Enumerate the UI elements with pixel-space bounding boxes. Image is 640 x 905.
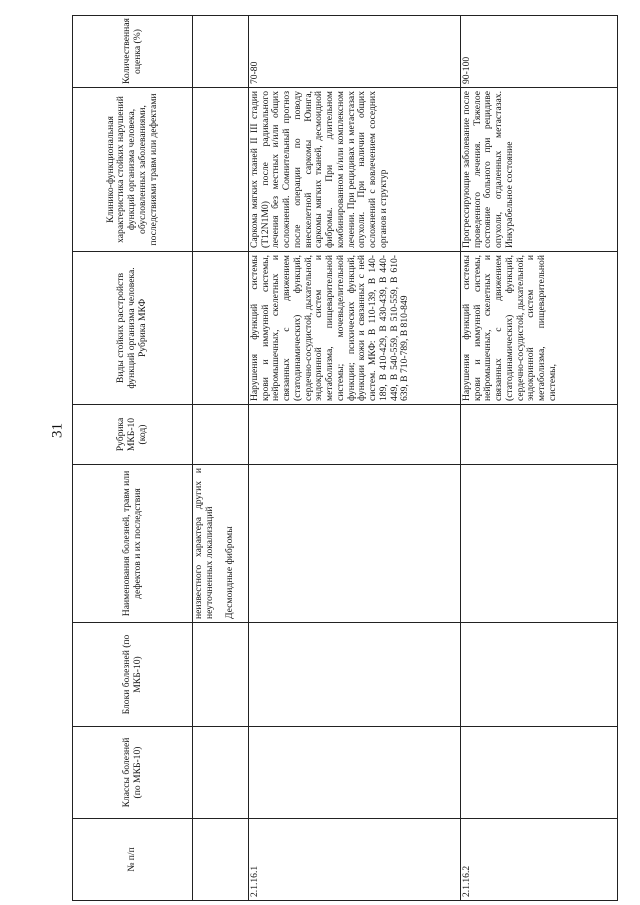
continuation-disease: неизвестного характера других и неуточненных локализаций bbox=[193, 468, 215, 619]
header-score: Количественная оценка (%) bbox=[73, 16, 193, 88]
table-row bbox=[249, 16, 461, 901]
header-row bbox=[73, 16, 193, 901]
header-disease: Наименования болезней, травм или дефектов и их последствия bbox=[73, 465, 193, 623]
continuation-group: Десмоидные фибромы bbox=[224, 526, 236, 619]
row-clinical: Прогрессирующие заболевание после проведенного лечения. Тяжелое состояние больного при рецидиве опухоли, отдаленных метастазах. Инкурабельное состояние bbox=[461, 88, 618, 252]
disability-criteria-table bbox=[72, 15, 618, 901]
row-score: 90-100 bbox=[461, 16, 618, 88]
header-class: Классы болезней (по МКБ-10) bbox=[73, 727, 193, 819]
table-row bbox=[461, 16, 618, 901]
row-clinical: Саркома мягких тканей II III стадии (T12N1M0) после радикального лечения без местных и/или общих осложнений. Сомнительный прогноз после операции по поводу внескелетной саркомы Юинга, саркомы мягких тканей, десмоидной фибромы. При длительном комбинированном и/или комплексном лечении. При рецидивах и метастазах опухоли. При наличии общих осложнений с вовлечением соседних органов и структур bbox=[249, 88, 461, 252]
row-functions: Нарушения функций системы крови и иммунной системы, нейромышечных, скелетных и связанных с движением (статодинамических) функций, сердечно-сосудистой, дыхательной, эндокринной систем и метаболизма, пищеварительной системы, bbox=[461, 252, 618, 405]
page-number: 31 bbox=[49, 423, 66, 438]
header-code: Рубрика МКБ-10 (код) bbox=[73, 405, 193, 465]
row-functions: Нарушения функций системы крови и иммунной системы, нейромышечных, скелетных и связанных с движением (статодинамических) функций, сердечно-сосудистой, дыхательной, эндокринной систем и метаболизма, пищеварительной системы; мочевыделительной функции; психических функций, функции кожи и связанных с ней систем. МКФ: B 110-139, B 140-189, B 410-429, B 430-439, B 440-449, B 540-559, B 510-559, B 610-639, B 710-789, B 810-849 bbox=[249, 252, 461, 405]
header-functions: Виды стойких расстройств функций организма человека. Рубрика МКФ bbox=[73, 252, 193, 405]
row-score: 70-80 bbox=[249, 16, 461, 88]
header-clinical: Клинико-функциональная характеристика стойких нарушений функций организма человека, обусловленных заболеваниями, последствиями травм или дефектами bbox=[73, 88, 193, 252]
header-block: Блоки болезней (по МКБ-10) bbox=[73, 623, 193, 727]
continuation-cell bbox=[193, 465, 249, 623]
continuation-row bbox=[193, 16, 249, 901]
row-num: 2.1.16.1 bbox=[249, 819, 461, 901]
rotated-page bbox=[72, 16, 618, 901]
header-num: № п/п bbox=[73, 819, 193, 901]
row-num: 2.1.16.2 bbox=[461, 819, 618, 901]
